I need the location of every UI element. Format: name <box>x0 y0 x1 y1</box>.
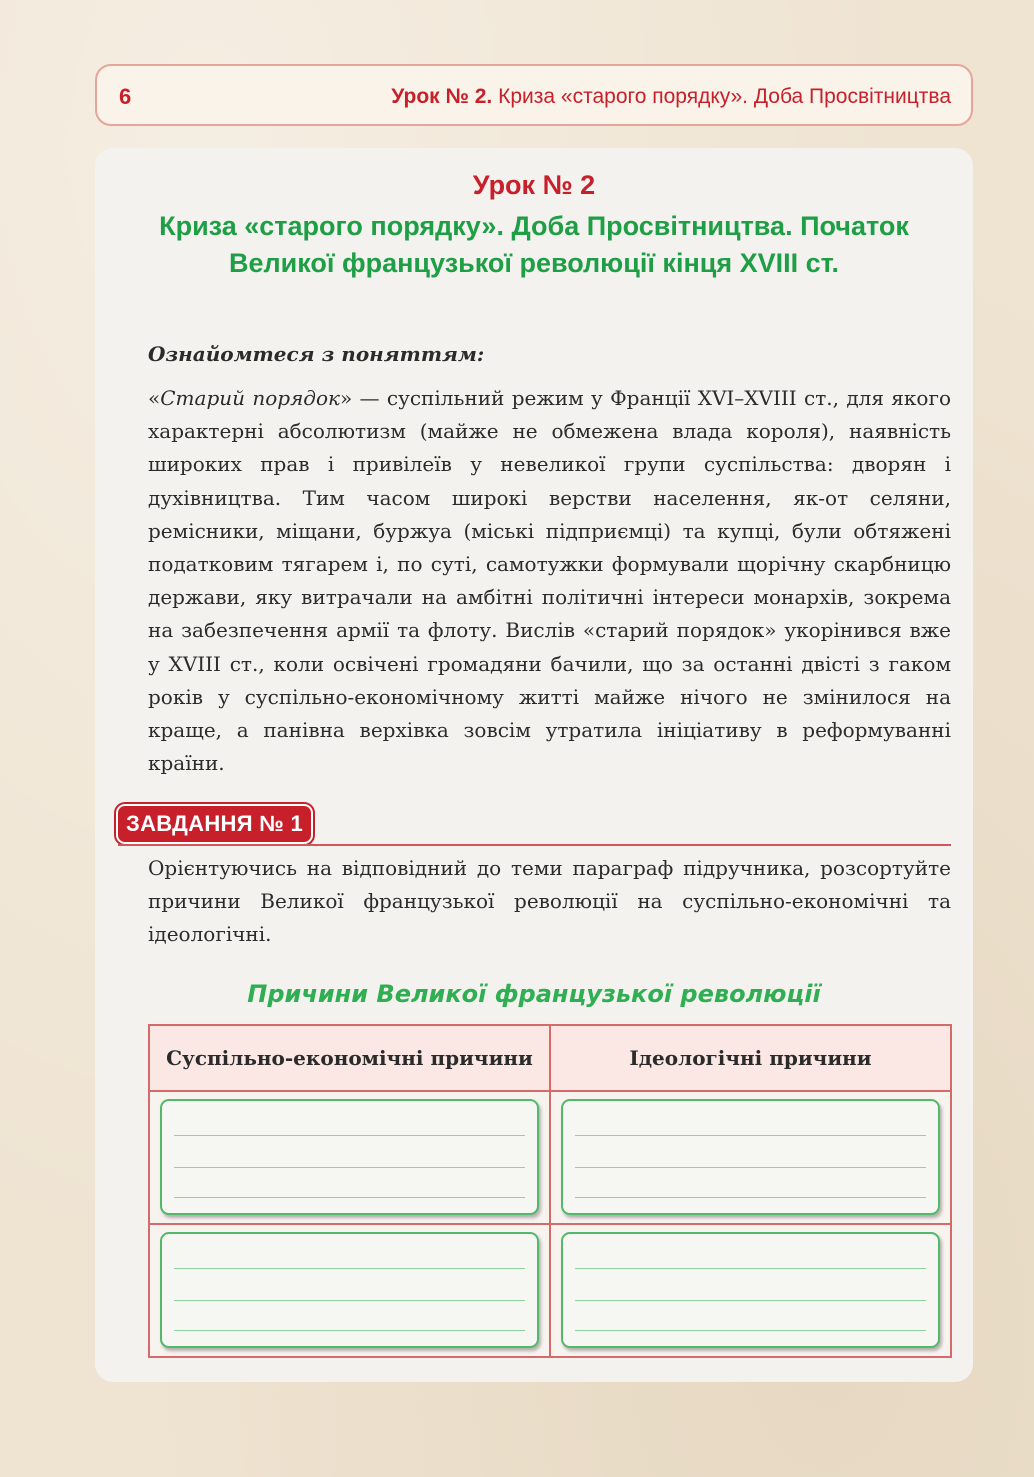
answer-field-ideological-1[interactable] <box>561 1099 940 1215</box>
causes-table <box>148 1024 952 1358</box>
lesson-card <box>95 148 973 1382</box>
lesson-number: Урок № 2 <box>472 170 596 200</box>
quote-open: « <box>148 386 161 410</box>
page-number: 6 <box>119 84 132 109</box>
writing-line <box>575 1167 926 1168</box>
writing-line <box>575 1268 926 1269</box>
concept-heading: Ознайомтеся з поняттям: <box>148 342 485 366</box>
answer-field-socio-economic-1[interactable] <box>160 1099 539 1215</box>
concept-term: Старий порядок <box>160 386 340 410</box>
lesson-title: Криза «старого порядку». Доба Просвітництва. Початок Великої французької революції кінця XVIII ст. <box>159 211 909 278</box>
running-title <box>391 85 951 109</box>
table-title: Причини Великої французької революції <box>247 980 821 1008</box>
page-header <box>95 64 973 126</box>
table-cell <box>149 1224 550 1357</box>
quote-close: » <box>339 386 353 410</box>
writing-line <box>174 1330 525 1331</box>
writing-line <box>575 1300 926 1301</box>
table-cell <box>149 1091 550 1224</box>
running-title-topic: Криза «старого порядку». Доба Просвітництва <box>498 85 951 108</box>
task-divider <box>118 844 951 846</box>
writing-line <box>575 1330 926 1331</box>
table-cell <box>550 1224 951 1357</box>
table-header-row <box>149 1025 951 1091</box>
column-header-ideological: Ідеологічні причини <box>550 1025 951 1091</box>
table-row <box>149 1224 951 1357</box>
answer-field-ideological-2[interactable] <box>561 1232 940 1348</box>
task-badge: ЗАВДАННЯ № 1 <box>118 806 311 842</box>
task-instruction: Орієнтуючись на відповідний до теми параграф підручника, розсортуйте причини Великої французької революції на суспільно-економічні та ідеологічні. <box>148 856 951 947</box>
writing-line <box>575 1197 926 1198</box>
writing-line <box>575 1135 926 1136</box>
writing-line <box>174 1135 525 1136</box>
writing-line <box>174 1197 525 1198</box>
column-header-socio-economic: Суспільно-економічні причини <box>149 1025 550 1091</box>
table-row <box>149 1091 951 1224</box>
table-cell <box>550 1091 951 1224</box>
answer-field-socio-economic-2[interactable] <box>160 1232 539 1348</box>
running-title-lesson: Урок № 2. <box>391 85 493 108</box>
concept-definition-text: — суспільний режим у Франції XVI–XVIII ст., для якого характерні абсолютизм (майже не обмежена влада короля), наявність широких прав і привілеїв у невеликої групи суспільства: дворян і духівництва. Тим часом широкі верстви населення, як-от селяни, ремісники, міщани, буржуа (міські підприємці) та купці, були обтяжені податковим тягарем і, по суті, самотужки формували щорічну скарбницю держави, яку витрачали на амбітні політичні інтереси монархів, зокрема на забезпечення армії та флоту. Вислів «старий порядок» укорінився вже у XVIII ст., коли освічені громадяни бачили, що за останні двісті з гаком років у суспільно-економічному житті майже нічого не змінилося на краще, а панівна верхівка зовсім утратила ініціативу в реформуванні країни. <box>148 386 951 776</box>
writing-line <box>174 1300 525 1301</box>
writing-line <box>174 1167 525 1168</box>
writing-line <box>174 1268 525 1269</box>
concept-definition <box>148 382 951 780</box>
